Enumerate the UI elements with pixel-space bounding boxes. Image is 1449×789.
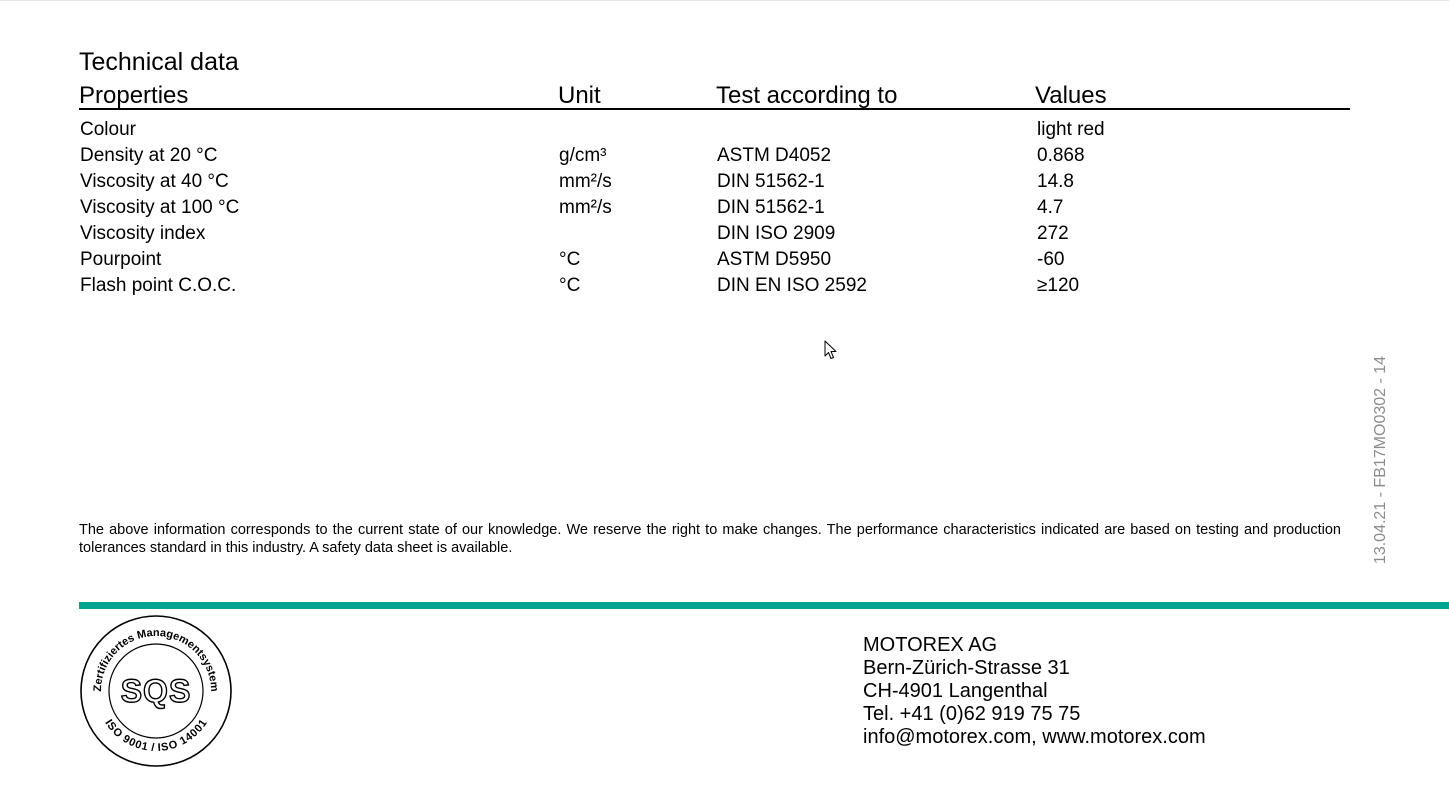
header-properties: Properties xyxy=(79,82,189,109)
header-values: Values xyxy=(1035,82,1107,109)
test-cell: DIN 51562-1 xyxy=(717,197,825,218)
property-cell: Flash point C.O.C. xyxy=(80,275,237,296)
property-cell: Viscosity at 100 °C xyxy=(80,197,240,218)
value-cell: 14.8 xyxy=(1037,171,1074,192)
document-code-text: 13.04.21 - FB17MO0302 - 14 xyxy=(1372,355,1389,565)
property-cell: Viscosity at 40 °C xyxy=(80,171,229,192)
value-cell: 0.868 xyxy=(1037,145,1085,166)
table-row xyxy=(80,169,1350,195)
table-row xyxy=(80,117,1350,143)
test-cell: ASTM D4052 xyxy=(717,145,832,166)
web-contact: info@motorex.com, www.motorex.com xyxy=(863,726,1206,748)
property-cell: Colour xyxy=(80,119,136,140)
city: CH-4901 Langenthal xyxy=(863,680,1048,702)
header-unit: Unit xyxy=(558,82,601,109)
seal-bottom-text: ISO 9001 / ISO 14001 xyxy=(102,717,210,755)
value-cell: 272 xyxy=(1037,223,1069,244)
table-row xyxy=(80,195,1350,221)
unit-cell: g/cm³ xyxy=(559,145,607,166)
unit-cell: mm²/s xyxy=(559,171,612,192)
mouse-pointer-icon xyxy=(824,340,838,360)
test-cell: DIN EN ISO 2592 xyxy=(717,275,867,296)
table-row xyxy=(80,247,1350,273)
street: Bern-Zürich-Strasse 31 xyxy=(863,657,1070,679)
seal-top-text: Zertifiziertes Managementsystem xyxy=(91,627,221,692)
company-name: MOTOREX AG xyxy=(863,634,998,656)
table-header xyxy=(79,82,1350,110)
top-border xyxy=(0,0,1449,1)
phone: Tel. +41 (0)62 919 75 75 xyxy=(863,703,1081,725)
unit-cell: °C xyxy=(559,249,581,270)
unit-cell: °C xyxy=(559,275,581,296)
table-body xyxy=(80,117,1350,299)
sqs-certification-seal xyxy=(79,614,233,768)
company-address xyxy=(863,634,1206,749)
unit-cell: mm²/s xyxy=(559,197,612,218)
section-title: Technical data xyxy=(79,48,239,76)
test-cell: ASTM D5950 xyxy=(717,249,832,270)
disclaimer: The above information corresponds to the current state of our knowledge. We reserve the right to make changes. The performance characteristics indicated are based on testing and production tolerances standard in this industry. A safety data sheet is available. xyxy=(79,522,1341,556)
value-cell: ≥120 xyxy=(1037,275,1080,296)
header-test: Test according to xyxy=(716,82,898,109)
seal-center-text: SQS xyxy=(120,673,192,709)
value-cell: 4.7 xyxy=(1037,197,1064,218)
table-row xyxy=(80,221,1350,247)
property-cell: Viscosity index xyxy=(80,223,206,244)
table-row xyxy=(80,273,1350,299)
test-cell: DIN 51562-1 xyxy=(717,171,825,192)
value-cell: -60 xyxy=(1037,249,1065,270)
test-cell: DIN ISO 2909 xyxy=(717,223,836,244)
property-cell: Density at 20 °C xyxy=(80,145,218,166)
accent-bar xyxy=(79,602,1449,609)
table-row xyxy=(80,143,1350,169)
svg-text:ISO 9001 / ISO 14001 xyxy=(102,718,210,755)
property-cell: Pourpoint xyxy=(80,249,162,270)
value-cell: light red xyxy=(1037,119,1105,140)
